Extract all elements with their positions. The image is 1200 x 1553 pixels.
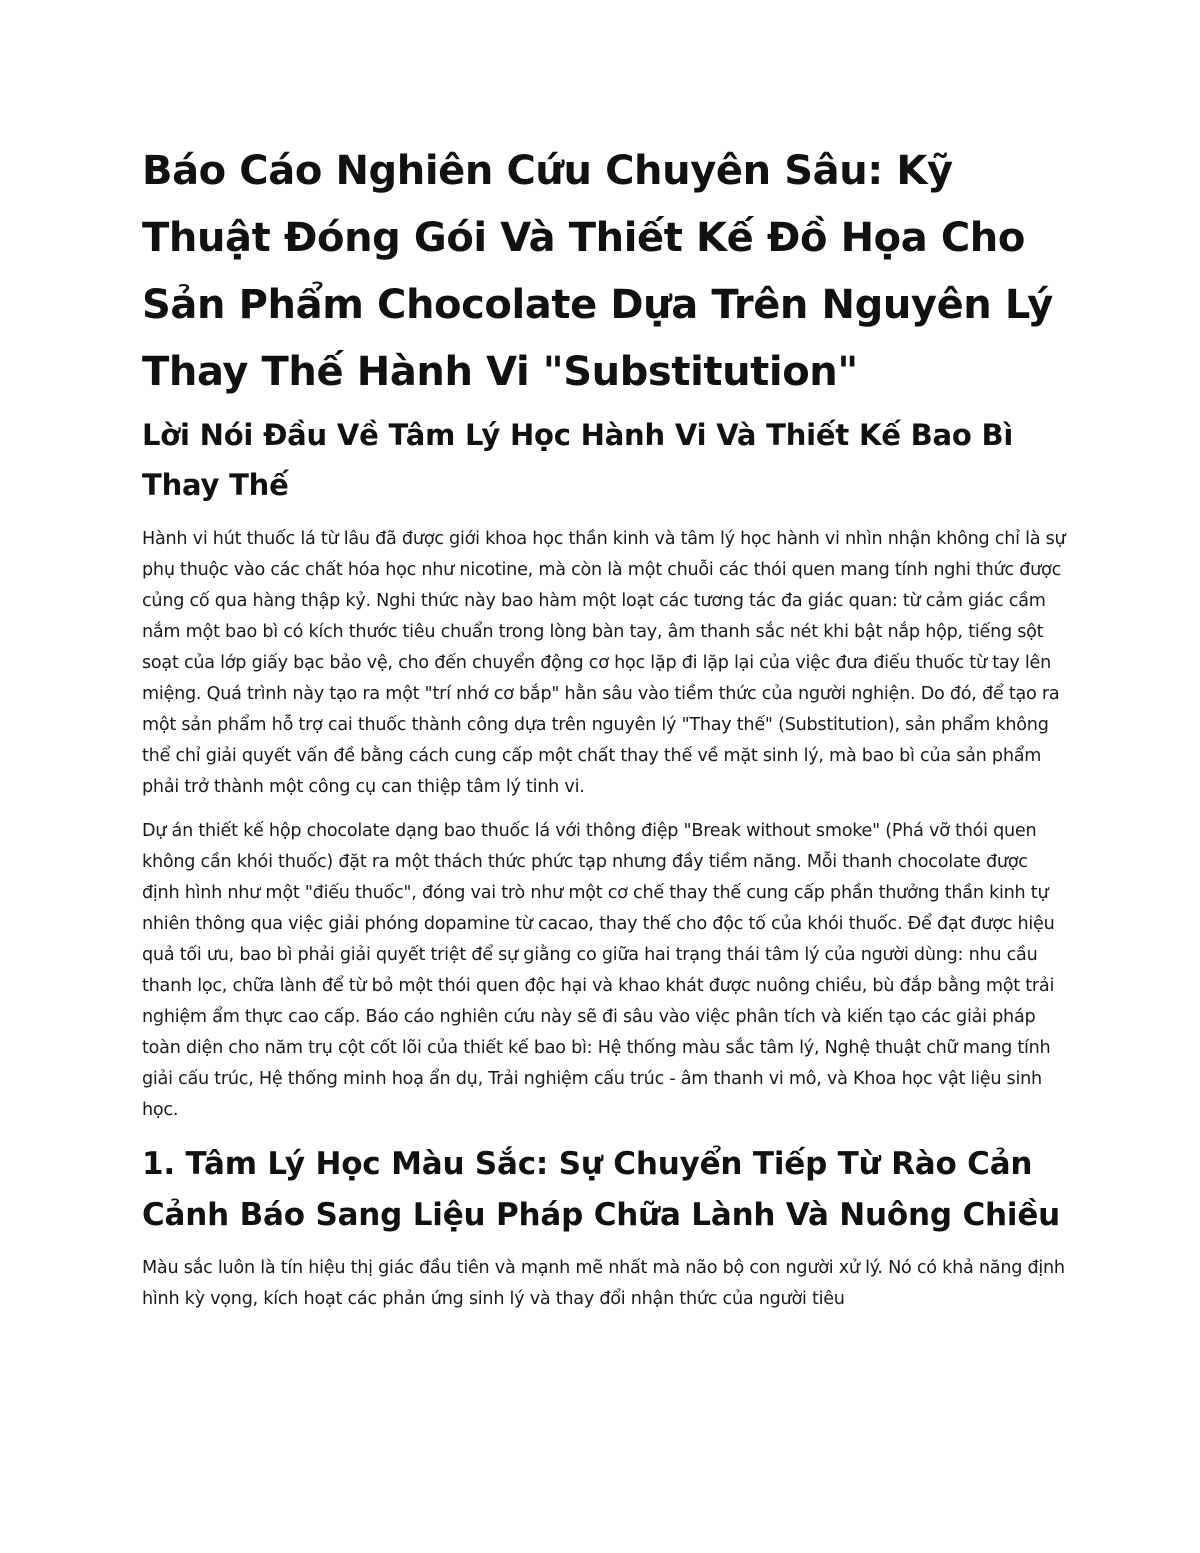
section-1-paragraph: Màu sắc luôn là tín hiệu thị giác đầu tiên và mạnh mẽ nhất mà não bộ con người xử lý. Nó có khả năng định hình kỳ vọng, kích hoạt các phản ứng sinh lý và thay đổi nhận thức của người tiêu (142, 1258, 1065, 1309)
intro-paragraph-1: Hành vi hút thuốc lá từ lâu đã được giới khoa học thần kinh và tâm lý học hành vi nhìn nhận không chỉ là sự phụ thuộc vào các chất hóa học như nicotine, mà còn là một chuỗi các thói quen mang tính nghi thức được củng cố qua hàng thập kỷ. Nghi thức này bao hàm một loạt các tương tác đa giác quan: từ cảm giác cầm nắm một bao bì có kích thước tiêu chuẩn trong lòng bàn tay, âm thanh sắc nét khi bật nắp hộp, tiếng sột soạt của lớp giấy bạc bảo vệ, cho đến chuyển động cơ học lặp đi lặp lại của việc đưa điếu thuốc từ tay lên miệng. Quá trình này tạo ra một "trí nhớ cơ bắp" hằn sâu vào tiềm thức của người nghiện. Do đó, để tạo ra một sản phẩm hỗ trợ cai thuốc thành công dựa trên nguyên lý "Thay thế" (Substitution), sản phẩm không thể chỉ giải quyết vấn đề bằng cách cung cấp một chất thay thế về mặt sinh lý, mà bao bì của sản phẩm phải trở thành một công cụ can thiệp tâm lý tinh vi. (142, 529, 1066, 797)
intro-heading: Lời Nói Đầu Về Tâm Lý Học Hành Vi Và Thiết Kế Bao Bì Thay Thế (142, 418, 1014, 502)
document-title: Báo Cáo Nghiên Cứu Chuyên Sâu: Kỹ Thuật Đóng Gói Và Thiết Kế Đồ Họa Cho Sản Phẩm Chocolate Dựa Trên Nguyên Lý Thay Thế Hành Vi "Substitution" (142, 148, 1053, 395)
document-page (142, 138, 1067, 1328)
section-1-heading: 1. Tâm Lý Học Màu Sắc: Sự Chuyển Tiếp Từ Rào Cản Cảnh Báo Sang Liệu Pháp Chữa Lành Và Nuông Chiều (142, 1146, 1061, 1233)
intro-paragraph-2: Dự án thiết kế hộp chocolate dạng bao thuốc lá với thông điệp "Break without smoke" (Phá vỡ thói quen không cần khói thuốc) đặt ra một thách thức phức tạp nhưng đầy tiềm năng. Mỗi thanh chocolate được định hình như một "điếu thuốc", đóng vai trò như một cơ chế thay thế cung cấp phần thưởng thần kinh tự nhiên thông qua việc giải phóng dopamine từ cacao, thay thế cho độc tố của khói thuốc. Để đạt được hiệu quả tối ưu, bao bì phải giải quyết triệt để sự giằng co giữa hai trạng thái tâm lý của người dùng: nhu cầu thanh lọc, chữa lành để từ bỏ một thói quen độc hại và khao khát được nuông chiều, bù đắp bằng một trải nghiệm ẩm thực cao cấp. Báo cáo nghiên cứu này sẽ đi sâu vào việc phân tích và kiến tạo các giải pháp toàn diện cho năm trụ cột cốt lõi của thiết kế bao bì: Hệ thống màu sắc tâm lý, Nghệ thuật chữ mang tính giải cấu trúc, Hệ thống minh hoạ ẩn dụ, Trải nghiệm cấu trúc - âm thanh vi mô, và Khoa học vật liệu sinh học. (142, 821, 1055, 1120)
